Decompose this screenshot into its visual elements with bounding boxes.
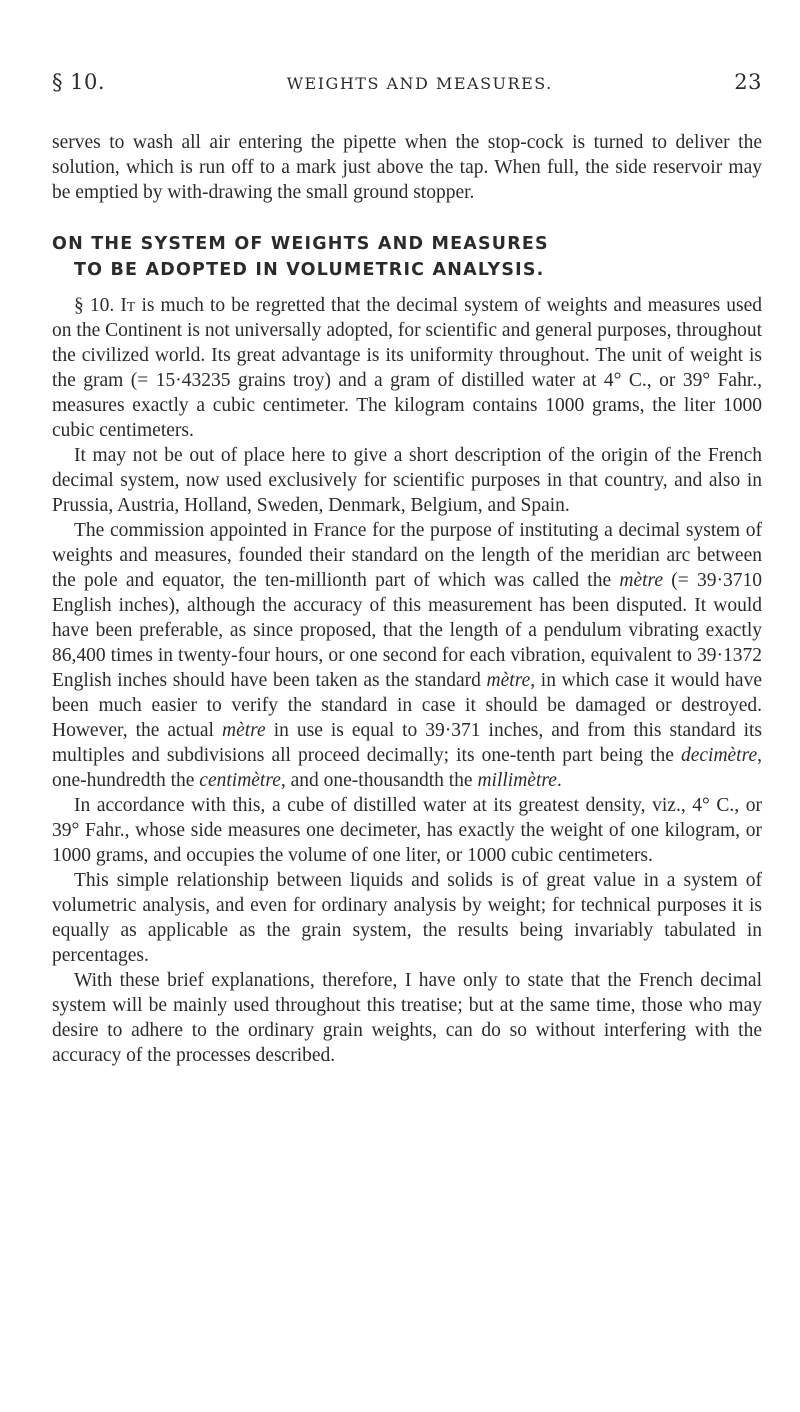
page-number: 23 <box>734 70 762 94</box>
chapter-title: WEIGHTS AND MEASURES. <box>286 74 553 93</box>
book-page <box>52 70 762 1068</box>
p3-part-e: , one-hundredth the <box>52 745 762 791</box>
section-heading <box>52 231 762 283</box>
p3-part-f: , and one-thousandth the <box>280 770 473 791</box>
term-decimetre: decimètre <box>680 745 758 766</box>
lead-word: It <box>120 295 136 316</box>
paragraph-6: With these brief explanations, therefore, I have only to state that the French decimal system will be mainly used throughout this treatise; but at the same time, those who may desire to adhere to the ordinary grain weights, can do so without interfering with the accuracy of the processes described. <box>52 970 762 1066</box>
paragraph-5: This simple relationship between liquids and solids is of great value in a system of volumetric analysis, and even for ordinary analysis by weight; for technical purposes it is equally as applicable as the grain system, the results being invariably tabulated in percentages. <box>52 870 762 966</box>
p3-part-c: , in which case it would have been much easier to verify the standard in case it should be damaged or destroyed. However, the actual <box>52 670 762 741</box>
paragraph-3 <box>52 518 762 793</box>
continuation-paragraph: serves to wash all air entering the pipette when the stop-cock is turned to deliver the solution, which is run off to a mark just above the tap. When full, the side reservoir may be emptied by with-drawing the small ground stopper. <box>52 132 762 203</box>
paragraph-4: In accordance with this, a cube of distilled water at its greatest density, viz., 4° C., or 39° Fahr., whose side measures one decimeter, has exactly the weight of one kilogram, or 1000 grams, and occupies the volume of one liter, or 1000 cubic centimeters. <box>52 795 762 866</box>
p3-part-d: in use is equal to 39·371 inches, and from this standard its multiples and subdivisions all proceed decimally; its one-tenth part being the <box>52 720 763 766</box>
running-head <box>52 70 762 94</box>
term-centimetre: centimètre <box>199 770 281 791</box>
term-metre: mètre <box>619 570 664 591</box>
paragraph-1 <box>52 293 762 443</box>
heading-line-1: ON THE SYSTEM OF WEIGHTS AND MEASURES <box>52 234 549 254</box>
p3-part-b: (= 39·3710 English inches), although the accuracy of this measurement has been disputed. It would have been preferable, as since proposed, that the length of a pendulum vibrating exactly 86,400 times in twenty-four hours, or one second for each vibration, equivalent to 39·1372 English inches should have been taken as the standard <box>52 570 763 691</box>
p3-part-a: The commission appointed in France for the purpose of instituting a decimal system of weights and measures, founded their standard on the length of the meridian arc between the pole and equator, the ten-millionth part of which was called the <box>52 520 762 591</box>
section-number: § 10. <box>74 295 115 316</box>
paragraph-2: It may not be out of place here to give a short description of the origin of the French decimal system, now used exclusively for scientific purposes in that country, and also in Prussia, Austria, Holland, Sweden, Denmark, Belgium, and Spain. <box>52 445 762 516</box>
term-millimetre: millimètre <box>477 770 557 791</box>
term-metre: mètre <box>486 670 531 691</box>
heading-line-2: TO BE ADOPTED IN VOLUMETRIC ANALYSIS. <box>74 260 545 280</box>
term-metre: mètre <box>221 720 266 741</box>
paragraph-1-text: is much to be regretted that the decimal system of weights and measures used on the Continent is not universally adopted, for scientific and general purposes, throughout the civilized world. Its great advantage is its uniformity throughout. The unit of weight is the gram (= 15·43235 grains troy) and a gram of distilled water at 4° C., or 39° Fahr., measures exactly a cubic centimeter. The kilogram contains 1000 grams, the liter 1000 cubic centimeters. <box>52 295 763 441</box>
p3-part-g: . <box>556 770 562 791</box>
section-marker: § 10. <box>52 70 106 94</box>
